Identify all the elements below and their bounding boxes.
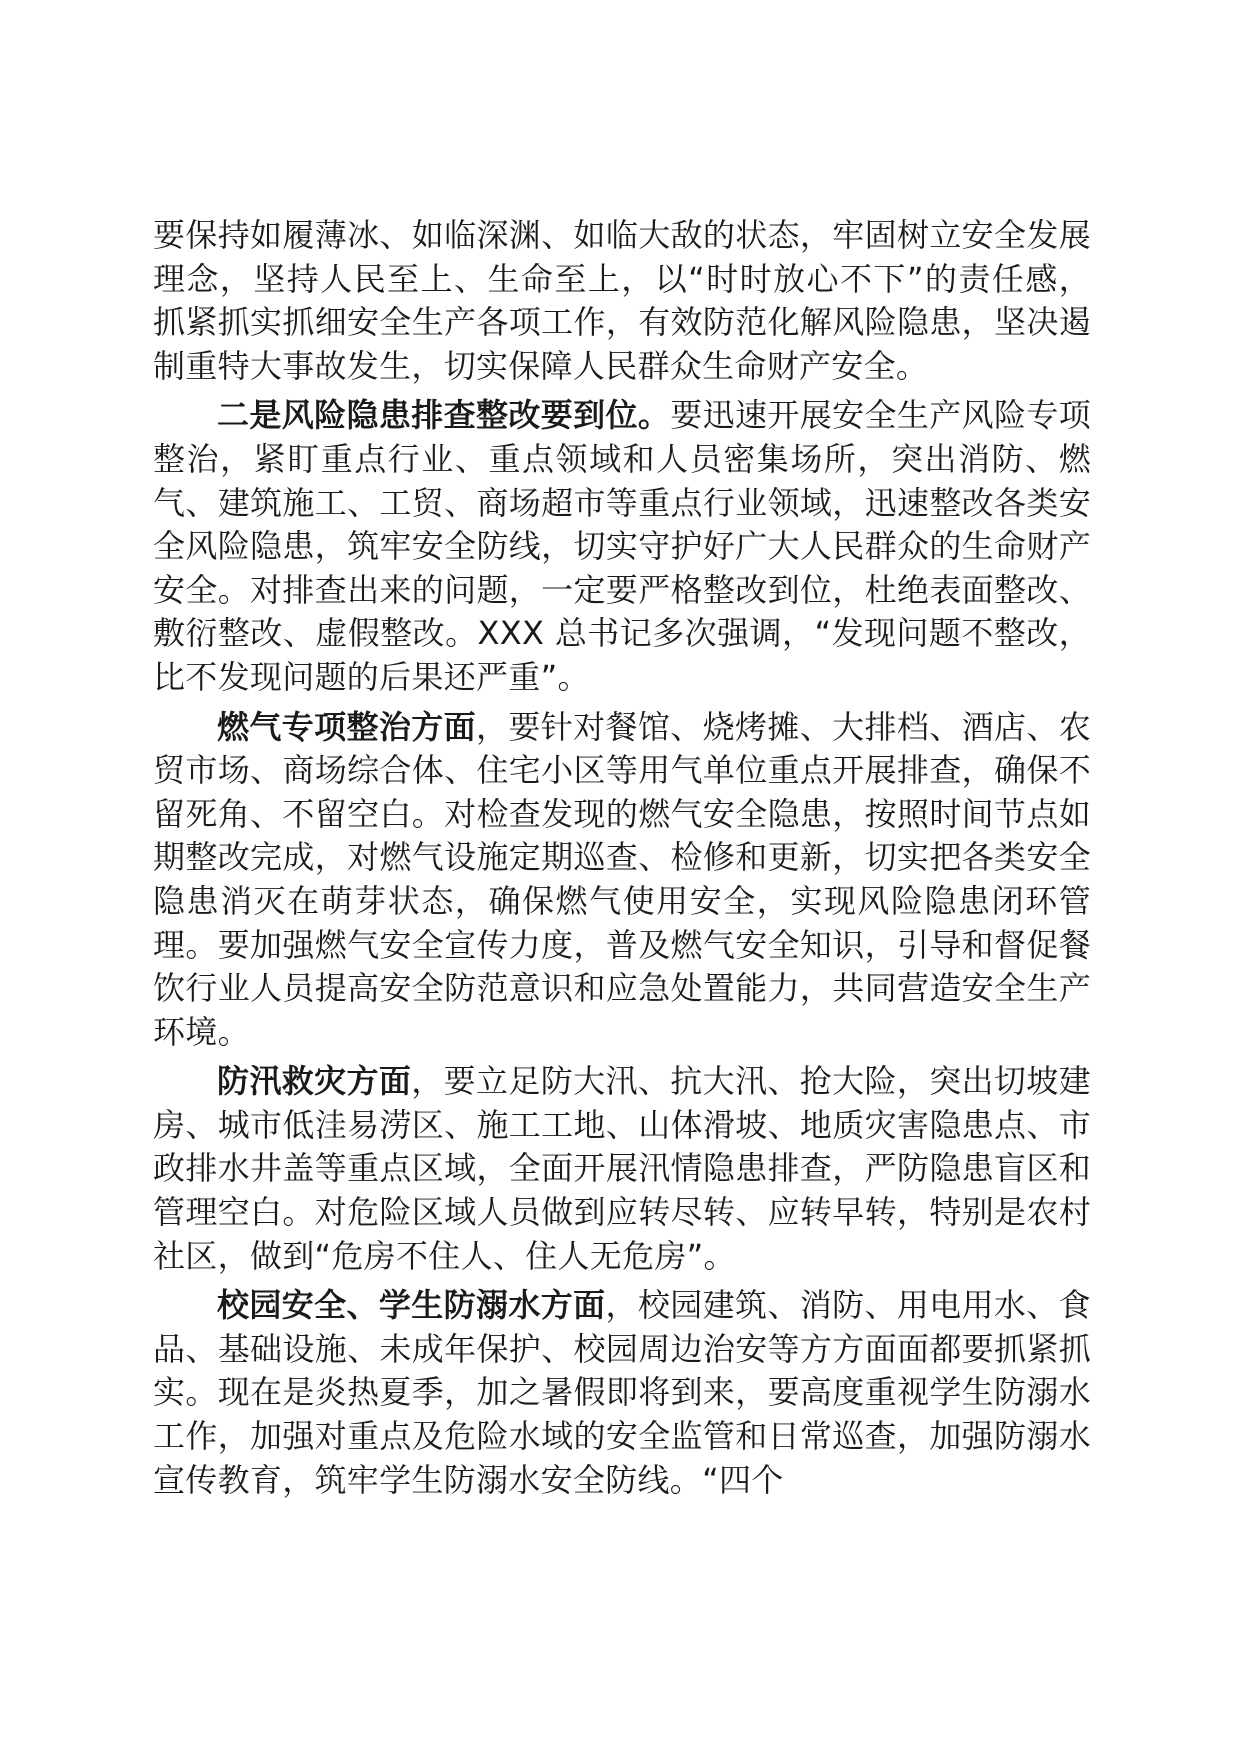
paragraph-text: ，要针对餐馆、烧烤摊、大排档、酒店、农贸市场、商场综合体、住宅小区等用气单位重点开展排查，确保不留死角、不留空白。对检查发现的燃气安全隐患，按照时间节点如期整改完成，对燃气设施定期巡查、检修和更新，切实把各类安全隐患消灭在萌芽状态，确保燃气使用安全，实现风险隐患闭环管理。要加强燃气安全宣传力度，普及燃气安全知识，引导和督促餐饮行业人员提高安全防范意识和应急处置能力，共同营造安全生产环境。	[153, 707, 1091, 1051]
paragraph-gas-safety	[153, 706, 1091, 1055]
paragraph-lead: 防汛救灾方面	[217, 1062, 412, 1101]
paragraph-flood-control	[153, 1060, 1091, 1278]
paragraph-lead: 校园安全、学生防溺水方面	[217, 1286, 606, 1325]
document-page	[153, 214, 1091, 1508]
paragraph-continuation	[153, 214, 1091, 388]
paragraph-risk-rectification	[153, 394, 1091, 699]
paragraph-text: 要迅速开展安全生产风险专项整治，紧盯重点行业、重点领域和人员密集场所，突出消防、燃气、建筑施工、工贸、商场超市等重点行业领域，迅速整改各类安全风险隐患，筑牢安全防线，切实守护好广大人民群众的生命财产安全。对排查出来的问题，一定要严格整改到位，杜绝表面整改、敷衍整改、虚假整改。XXX 总书记多次强调，“发现问题不整改，比不发现问题的后果还严重”。	[153, 396, 1091, 696]
paragraph-text: ，校园建筑、消防、用电用水、食品、基础设施、未成年保护、校园周边治安等方方面面都要抓紧抓实。现在是炎热夏季，加之暑假即将到来，要高度重视学生防溺水工作，加强对重点及危险水域的安全监管和日常巡查，加强防溺水宣传教育，筑牢学生防溺水安全防线。“四个	[153, 1286, 1091, 1499]
paragraph-campus-safety	[153, 1284, 1091, 1502]
paragraph-lead: 燃气专项整治方面	[217, 707, 476, 746]
paragraph-text: 要保持如履薄冰、如临深渊、如临大敌的状态，牢固树立安全发展理念，坚持人民至上、生命至上，以“时时放心不下”的责任感，抓紧抓实抓细安全生产各项工作，有效防范化解风险隐患，坚决遏制重特大事故发生，切实保障人民群众生命财产安全。	[153, 216, 1091, 385]
paragraph-text: ，要立足防大汛、抗大汛、抢大险，突出切坡建房、城市低洼易涝区、施工工地、山体滑坡、地质灾害隐患点、市政排水井盖等重点区域，全面开展汛情隐患排查，严防隐患盲区和管理空白。对危险区域人员做到应转尽转、应转早转，特别是农村社区，做到“危房不住人、住人无危房”。	[153, 1062, 1091, 1275]
paragraph-lead: 二是风险隐患排查整改要到位。	[217, 396, 671, 435]
